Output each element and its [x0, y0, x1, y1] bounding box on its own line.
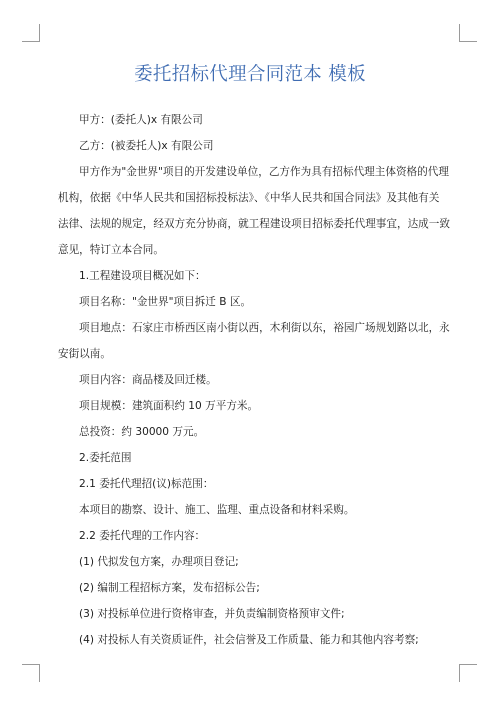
project-name: 项目名称："金世界"项目拆迁 B 区。: [79, 296, 252, 308]
task-item-3: (3) 对投标单位进行资格审查，并负责编制资格预审文件;: [79, 608, 345, 620]
task-item-1: (1) 代拟发包方案，办理项目登记;: [79, 556, 239, 568]
intro-line-4: 意见，特订立本合同。: [58, 244, 164, 256]
crop-mark-bottom-left-v: [39, 664, 40, 682]
project-location-line-1: 项目地点：石家庄市桥西区南小街以西，木利街以东，裕园广场规划路以北，永: [79, 322, 450, 334]
section-2-2-heading: 2.2 委托代理的工作内容：: [79, 530, 206, 542]
section-1-heading: 1.工程建设项目概况如下：: [79, 270, 206, 282]
intro-line-2: 机构，依据《中华人民共和国招标投标法》、《中华人民共和国合同法》及其他有关: [58, 192, 440, 204]
project-content: 项目内容：商品楼及回迁楼。: [79, 374, 217, 386]
project-location-line-2: 安街以南。: [58, 348, 111, 360]
crop-mark-bottom-right-h: [459, 664, 477, 665]
total-investment: 总投资：约 30000 万元。: [79, 426, 205, 438]
intro-line-1: 甲方作为"金世界"项目的开发建设单位，乙方作为具有招标代理主体资格的代理: [79, 166, 449, 178]
crop-mark-top-left-h: [22, 41, 40, 42]
task-item-4: (4) 对投标人有关资质证件，社会信誉及工作质量、能力和其他内容考察;: [79, 634, 419, 646]
task-item-2: (2) 编制工程招标方案，发布招标公告;: [79, 582, 260, 594]
section-2-1-text: 本项目的勘察、设计、施工、监理、重点设备和材料采购。: [79, 504, 355, 516]
document-title: 委托招标代理合同范本 模板: [134, 64, 366, 85]
intro-line-3: 法律、法规的规定，经双方充分协商，就工程建设项目招标委托代理事宜，达成一致: [58, 218, 450, 230]
section-2-heading: 2.委托范围: [79, 452, 132, 464]
section-2-1-heading: 2.1 委托代理招(议)标范围：: [79, 478, 214, 490]
party-a-line: 甲方：(委托人)x 有限公司: [79, 114, 203, 126]
crop-mark-bottom-right-v: [459, 664, 460, 682]
party-b-line: 乙方：(被委托人)x 有限公司: [79, 140, 214, 152]
crop-mark-top-right-v: [459, 24, 460, 42]
crop-mark-bottom-left-h: [22, 664, 40, 665]
crop-mark-top-left-v: [39, 24, 40, 42]
project-scale: 项目规模：建筑面积约 10 万平方米。: [79, 400, 259, 412]
crop-mark-top-right-h: [459, 41, 477, 42]
